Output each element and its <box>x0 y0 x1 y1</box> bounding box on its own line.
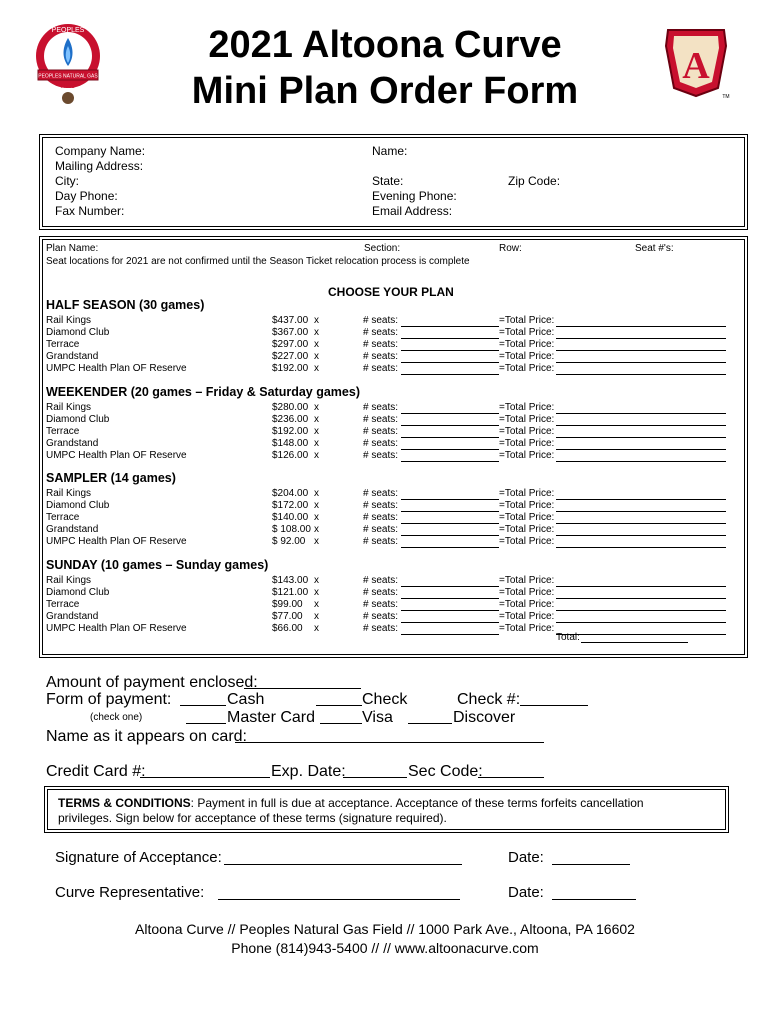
visa-label: Visa <box>362 709 393 726</box>
plan-row <box>46 512 736 524</box>
plan-row-price: $437.00 <box>272 315 309 326</box>
plan-row-price: $143.00 <box>272 575 309 586</box>
total-price-label: =Total Price: <box>499 524 555 535</box>
total-price-label: =Total Price: <box>499 623 555 634</box>
multiply-sign: x <box>314 575 319 586</box>
plan-row-label: UMPC Health Plan OF Reserve <box>46 623 187 634</box>
seats-input-line[interactable] <box>401 587 499 599</box>
plan-row <box>46 315 736 327</box>
seats-label: # seats: <box>363 402 399 413</box>
seats-input-line[interactable] <box>401 512 499 524</box>
plan-group-title: SAMPLER (14 games) <box>46 471 176 485</box>
total-price-label: =Total Price: <box>499 536 555 547</box>
date-label-1: Date: <box>508 849 544 866</box>
sec-code-line[interactable] <box>478 761 544 778</box>
total-price-label: =Total Price: <box>499 500 555 511</box>
plan-row <box>46 351 736 363</box>
title-line-2: Mini Plan Order Form <box>191 70 579 112</box>
plan-row <box>46 536 736 548</box>
discover-label: Discover <box>453 709 516 726</box>
plan-row-price: $280.00 <box>272 402 309 413</box>
total-price-label: =Total Price: <box>499 512 555 523</box>
discover-line[interactable] <box>408 707 452 724</box>
total-price-line[interactable] <box>556 450 726 462</box>
zip-code-label: Zip Code: <box>508 174 561 188</box>
cash-line[interactable] <box>180 689 226 706</box>
multiply-sign: x <box>314 426 319 437</box>
total-price-label: =Total Price: <box>499 339 555 350</box>
total-price-label: =Total Price: <box>499 488 555 499</box>
terms-heading: TERMS & CONDITIONS <box>58 796 191 810</box>
seats-label: # seats: <box>363 363 399 374</box>
plan-row-price: $126.00 <box>272 450 309 461</box>
footer-contact: Phone (814)943-5400 // // www.altoonacurve.com <box>231 940 539 956</box>
multiply-sign: x <box>314 587 319 598</box>
signature-label: Signature of Acceptance: <box>55 849 222 866</box>
seats-label: # seats: <box>363 512 399 523</box>
name-on-card-label: Name as it appears on card: <box>46 728 247 745</box>
seats-input-line[interactable] <box>401 599 499 611</box>
mailing-address-label: Mailing Address: <box>55 159 144 173</box>
terms-line-2: privileges. Sign below for acceptance of these terms (signature required). <box>58 811 447 825</box>
total-price-line[interactable] <box>556 438 726 450</box>
plan-row-label: Grandstand <box>46 438 99 449</box>
total-price-line[interactable] <box>556 611 726 623</box>
seat-numbers-label: Seat #'s: <box>635 243 674 254</box>
city-label: City: <box>55 174 79 188</box>
plan-row-price: $99.00 <box>272 599 303 610</box>
seats-input-line[interactable] <box>401 450 499 462</box>
total-price-line[interactable] <box>556 587 726 599</box>
curve-rep-label: Curve Representative: <box>55 884 205 901</box>
multiply-sign: x <box>314 536 319 547</box>
plan-row-price: $236.00 <box>272 414 309 425</box>
amount-enclosed-line[interactable] <box>244 672 361 689</box>
choose-plan-heading: CHOOSE YOUR PLAN <box>328 285 454 299</box>
total-price-line[interactable] <box>556 512 726 524</box>
plan-row <box>46 414 736 426</box>
seats-input-line[interactable] <box>401 315 499 327</box>
plan-row-price: $140.00 <box>272 512 309 523</box>
plan-row-price: $121.00 <box>272 587 309 598</box>
plan-row-label: Terrace <box>46 599 80 610</box>
svg-text:PEOPLES NATURAL GAS: PEOPLES NATURAL GAS <box>38 73 98 80</box>
total-price-line[interactable] <box>556 351 726 363</box>
plan-row-label: Rail Kings <box>46 575 92 586</box>
email-address-label: Email Address: <box>372 204 453 218</box>
plan-row-label: Diamond Club <box>46 500 110 511</box>
multiply-sign: x <box>314 611 319 622</box>
seats-input-line[interactable] <box>401 402 499 414</box>
multiply-sign: x <box>314 414 319 425</box>
plan-group-title: HALF SEASON (30 games) <box>46 298 205 312</box>
seats-input-line[interactable] <box>401 536 499 548</box>
multiply-sign: x <box>314 402 319 413</box>
seats-label: # seats: <box>363 524 399 535</box>
amount-enclosed-label: Amount of payment enclosed: <box>46 674 258 691</box>
fax-number-label: Fax Number: <box>55 204 125 218</box>
form-title <box>0 22 770 114</box>
total-price-label: =Total Price: <box>499 426 555 437</box>
signature-line[interactable] <box>224 848 462 865</box>
plan-row-label: Rail Kings <box>46 402 92 413</box>
seats-input-line[interactable] <box>401 351 499 363</box>
terms-line-1: : Payment in full is due at acceptance. Acceptance of these terms forfeits cancellation <box>190 796 644 810</box>
total-price-line[interactable] <box>556 488 726 500</box>
total-price-label: =Total Price: <box>499 599 555 610</box>
plan-row-label: Grandstand <box>46 351 99 362</box>
exp-date-label: Exp. Date: <box>271 763 346 780</box>
seats-label: # seats: <box>363 351 399 362</box>
total-price-line[interactable] <box>556 599 726 611</box>
multiply-sign: x <box>314 450 319 461</box>
seats-input-line[interactable] <box>401 438 499 450</box>
name-label: Name: <box>372 144 408 158</box>
multiply-sign: x <box>314 623 319 634</box>
total-price-line[interactable] <box>556 363 726 375</box>
total-price-label: =Total Price: <box>499 438 555 449</box>
curve-rep-line[interactable] <box>218 883 460 900</box>
plan-row-price: $66.00 <box>272 623 303 634</box>
grand-total-label: Total: <box>556 632 580 643</box>
plan-row <box>46 363 736 375</box>
total-price-label: =Total Price: <box>499 327 555 338</box>
plan-row-price: $204.00 <box>272 488 309 499</box>
seats-label: # seats: <box>363 623 399 634</box>
total-price-line[interactable] <box>556 327 726 339</box>
total-price-line[interactable] <box>556 426 726 438</box>
plan-row-label: Diamond Club <box>46 327 110 338</box>
seats-label: # seats: <box>363 575 399 586</box>
plan-row <box>46 587 736 599</box>
total-price-line[interactable] <box>556 414 726 426</box>
master-card-line[interactable] <box>186 707 226 724</box>
seats-label: # seats: <box>363 587 399 598</box>
section-label: Section: <box>364 243 401 254</box>
plan-row-price: $148.00 <box>272 438 309 449</box>
plan-row-price: $77.00 <box>272 611 303 622</box>
plan-row-label: Grandstand <box>46 611 99 622</box>
multiply-sign: x <box>314 363 319 374</box>
plan-row-label: Grandstand <box>46 524 99 535</box>
evening-phone-label: Evening Phone: <box>372 189 457 203</box>
total-price-label: =Total Price: <box>499 587 555 598</box>
svg-text:FIELD: FIELD <box>60 84 76 90</box>
total-price-label: =Total Price: <box>499 402 555 413</box>
multiply-sign: x <box>314 315 319 326</box>
total-price-label: =Total Price: <box>499 414 555 425</box>
row-label: Row: <box>499 243 522 254</box>
total-price-label: =Total Price: <box>499 363 555 374</box>
cash-label: Cash <box>227 691 265 708</box>
svg-text:PEOPLES: PEOPLES <box>51 27 85 34</box>
seats-input-line[interactable] <box>401 488 499 500</box>
seats-input-line[interactable] <box>401 339 499 351</box>
multiply-sign: x <box>314 339 319 350</box>
total-price-line[interactable] <box>556 575 726 587</box>
plan-row-label: Rail Kings <box>46 315 92 326</box>
check-label: Check <box>362 691 408 708</box>
state-label: State: <box>372 174 404 188</box>
seats-input-line[interactable] <box>401 575 499 587</box>
plan-row <box>46 450 736 462</box>
check-line[interactable] <box>316 689 362 706</box>
plan-row-price: $192.00 <box>272 363 309 374</box>
seats-label: # seats: <box>363 536 399 547</box>
plan-row <box>46 438 736 450</box>
seats-input-line[interactable] <box>401 363 499 375</box>
total-price-line[interactable] <box>556 339 726 351</box>
plan-row <box>46 488 736 500</box>
multiply-sign: x <box>314 512 319 523</box>
plan-row <box>46 500 736 512</box>
seats-label: # seats: <box>363 450 399 461</box>
seats-label: # seats: <box>363 488 399 499</box>
seat-notice: Seat locations for 2021 are not confirmed until the Season Ticket relocation process is complete <box>46 256 470 267</box>
plan-row <box>46 611 736 623</box>
company-name-label: Company Name: <box>55 144 146 158</box>
multiply-sign: x <box>314 599 319 610</box>
total-price-line[interactable] <box>556 402 726 414</box>
plan-row <box>46 524 736 536</box>
plan-row-price: $ 108.00 <box>272 524 311 535</box>
terms-text <box>58 796 718 826</box>
visa-line[interactable] <box>320 707 362 724</box>
seats-label: # seats: <box>363 327 399 338</box>
check-number-label: Check #: <box>457 691 521 708</box>
plan-row <box>46 339 736 351</box>
plan-row-price: $192.00 <box>272 426 309 437</box>
seats-input-line[interactable] <box>401 524 499 536</box>
multiply-sign: x <box>314 524 319 535</box>
total-price-label: =Total Price: <box>499 351 555 362</box>
plan-group-title: WEEKENDER (20 games – Friday & Saturday games) <box>46 385 360 399</box>
plan-row-price: $297.00 <box>272 339 309 350</box>
total-price-label: =Total Price: <box>499 611 555 622</box>
plan-group-title: SUNDAY (10 games – Sunday games) <box>46 558 269 572</box>
seats-input-line[interactable] <box>401 611 499 623</box>
total-price-label: =Total Price: <box>499 575 555 586</box>
check-number-line[interactable] <box>520 689 588 706</box>
day-phone-label: Day Phone: <box>55 189 118 203</box>
footer-address: Altoona Curve // Peoples Natural Gas Field // 1000 Park Ave., Altoona, PA 16602 <box>135 921 635 937</box>
seats-input-line[interactable] <box>401 500 499 512</box>
sec-code-label: Sec Code: <box>408 763 483 780</box>
svg-text:TM: TM <box>722 94 730 100</box>
plan-row-price: $367.00 <box>272 327 309 338</box>
seats-input-line[interactable] <box>401 327 499 339</box>
multiply-sign: x <box>314 500 319 511</box>
total-price-line[interactable] <box>556 524 726 536</box>
seats-input-line[interactable] <box>401 426 499 438</box>
plan-row-label: Terrace <box>46 426 80 437</box>
total-price-line[interactable] <box>556 536 726 548</box>
plan-row-label: UMPC Health Plan OF Reserve <box>46 363 187 374</box>
name-on-card-line[interactable] <box>235 726 544 743</box>
credit-card-label: Credit Card #: <box>46 763 146 780</box>
seats-label: # seats: <box>363 438 399 449</box>
check-one-note: (check one) <box>90 712 143 723</box>
plan-row <box>46 426 736 438</box>
seats-label: # seats: <box>363 339 399 350</box>
form-of-payment-label: Form of payment: <box>46 691 172 708</box>
plan-row-label: Terrace <box>46 339 80 350</box>
seats-label: # seats: <box>363 500 399 511</box>
plan-row <box>46 575 736 587</box>
plan-row-label: Diamond Club <box>46 587 110 598</box>
total-price-label: =Total Price: <box>499 315 555 326</box>
date-line-1[interactable] <box>552 848 630 865</box>
footer <box>0 920 770 958</box>
date-line-2[interactable] <box>552 883 636 900</box>
master-card-label: Master Card <box>227 709 316 726</box>
contact-left-labels <box>55 144 145 219</box>
exp-date-line[interactable] <box>343 761 407 778</box>
svg-text:A: A <box>682 45 710 87</box>
altoona-curve-logo <box>660 26 732 100</box>
plan-row-label: UMPC Health Plan OF Reserve <box>46 450 187 461</box>
plan-row-label: Terrace <box>46 512 80 523</box>
total-price-line[interactable] <box>556 500 726 512</box>
multiply-sign: x <box>314 488 319 499</box>
seats-label: # seats: <box>363 599 399 610</box>
plan-row <box>46 327 736 339</box>
total-price-label: =Total Price: <box>499 450 555 461</box>
plan-row-label: Diamond Club <box>46 414 110 425</box>
plan-row-price: $172.00 <box>272 500 309 511</box>
seats-label: # seats: <box>363 426 399 437</box>
grand-total-line[interactable] <box>581 631 688 643</box>
plan-row-price: $ 92.00 <box>272 536 306 547</box>
plan-row <box>46 599 736 611</box>
seats-label: # seats: <box>363 315 399 326</box>
plan-row-label: UMPC Health Plan OF Reserve <box>46 536 187 547</box>
multiply-sign: x <box>314 438 319 449</box>
seats-label: # seats: <box>363 414 399 425</box>
seats-input-line[interactable] <box>401 414 499 426</box>
seats-label: # seats: <box>363 611 399 622</box>
title-line-1: 2021 Altoona Curve <box>208 24 562 66</box>
total-price-line[interactable] <box>556 315 726 327</box>
plan-row-label: Rail Kings <box>46 488 92 499</box>
plan-row <box>46 402 736 414</box>
credit-card-line[interactable] <box>140 761 270 778</box>
seats-input-line[interactable] <box>401 623 499 635</box>
multiply-sign: x <box>314 327 319 338</box>
date-label-2: Date: <box>508 884 544 901</box>
plan-row-price: $227.00 <box>272 351 309 362</box>
multiply-sign: x <box>314 351 319 362</box>
plan-name-label: Plan Name: <box>46 243 99 254</box>
